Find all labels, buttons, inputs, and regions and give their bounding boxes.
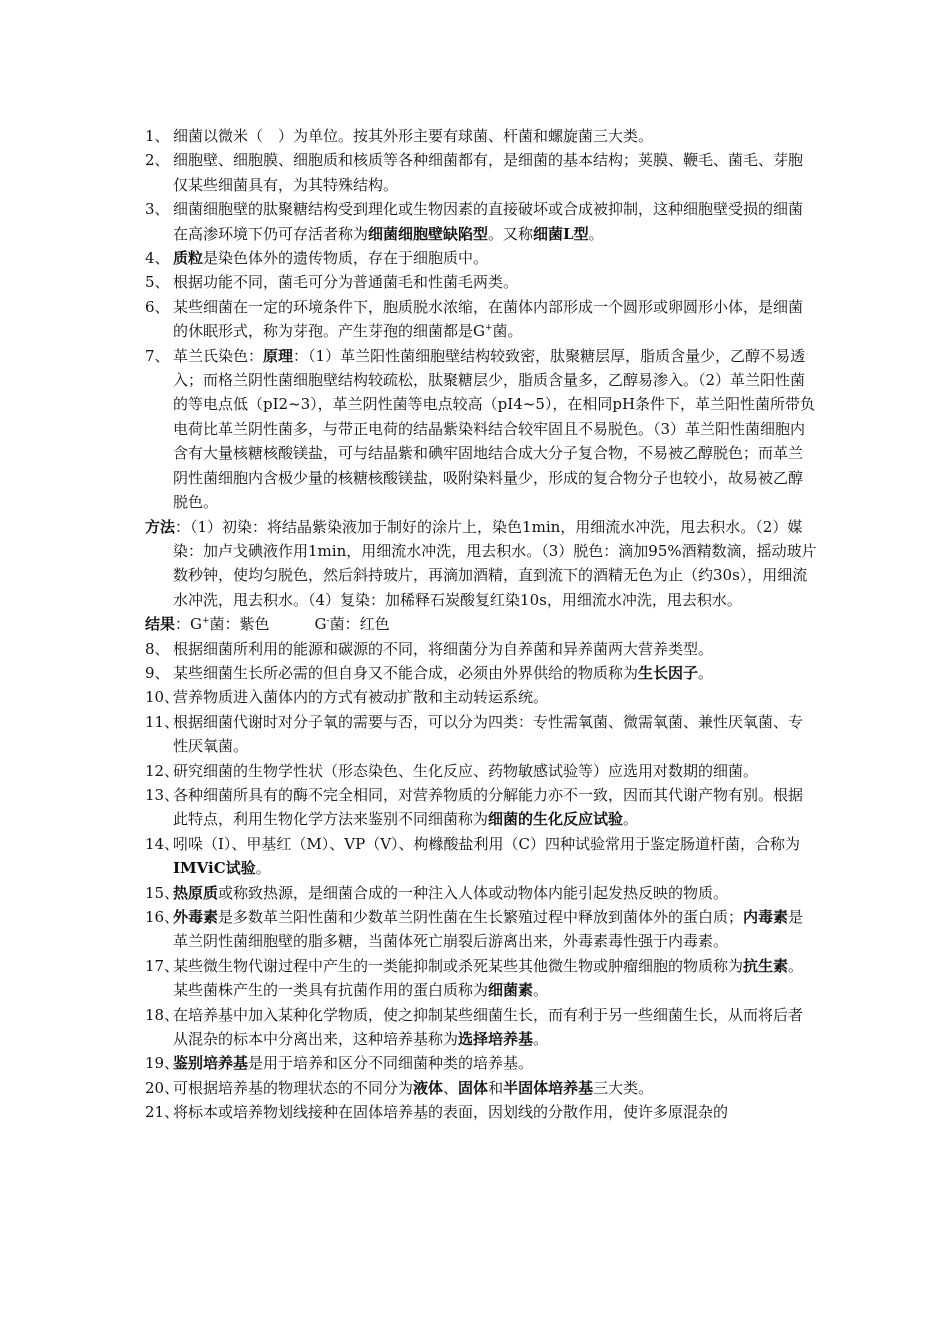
- list-item: [145, 124, 817, 148]
- list-item: [145, 637, 817, 661]
- list-item: [145, 905, 817, 954]
- bold-term: 细菌L型: [533, 224, 589, 243]
- list-item: [145, 295, 817, 344]
- list-item-text: 是用于培养和区分不同细菌种类的培养基。: [248, 1054, 534, 1073]
- superscript: +: [485, 323, 493, 334]
- document-body: [145, 124, 817, 1125]
- list-item-text: 是革兰阴性菌细胞壁的脂多糖，当菌体死亡崩裂后游离出来，外毒素毒性强于内毒素。: [173, 908, 804, 951]
- list-item-number: 2、: [145, 151, 170, 170]
- list-item-text: 可根据培养基的物理状态的不同分为: [173, 1078, 414, 1097]
- bold-term: 外毒素: [173, 908, 219, 926]
- list-item-text: 是染色体外的遗传物质，存在于细胞质中。: [203, 249, 489, 268]
- list-item: [145, 1076, 817, 1100]
- bold-term: 液体: [413, 1078, 444, 1097]
- list-item-number: 18、: [145, 1005, 180, 1024]
- list-item-text: 将标本或培养物划线接种在固体培养基的表面，因划线的分散作用，使许多原混杂的: [173, 1103, 729, 1122]
- bold-term: 选择培养基: [458, 1030, 534, 1049]
- list-item-text: 三大类。: [593, 1078, 654, 1097]
- bold-term: IMViC试验: [173, 859, 256, 878]
- bold-term: 生长因子: [638, 663, 699, 682]
- result-label: 结果: [145, 615, 176, 634]
- list-item-text: 。又称: [488, 224, 534, 243]
- bold-term: 固体: [458, 1078, 489, 1097]
- list-item-text: 。: [588, 224, 604, 243]
- list-item-text: 某些微生物代谢过程中产生的一类能抑制或杀死某些其他微生物或肿瘤细胞的物质称为: [173, 956, 744, 975]
- list-item: [145, 881, 817, 905]
- list-item: [145, 344, 817, 515]
- method-text: ：（1）初染：将结晶紫染液加于制好的涂片上，染色1min，用细流水冲洗，甩去积水。（2）媒染：加卢戈碘液作用1min，用细流水冲洗，甩去积水。（3）脱色：滴加95%酒精数滴，摇动玻片数秒钟，使均匀脱色，然后斜持玻片，再滴加酒精，直到流下的酒精无色为止（约30s），用细流水冲洗，甩去积水。（4）复染：加稀释石炭酸复红染10s，用细流水冲洗，甩去积水。: [173, 517, 817, 609]
- list-item-text: 。: [533, 981, 549, 1000]
- list-item-text: 各种细菌所具有的酶不完全相同，对营养物质的分解能力亦不一致，因而其代谢产物有别。根据此特点，利用生物化学方法来鉴别不同细菌称为: [173, 785, 804, 829]
- result-text-pos2: 菌：紫色 G: [209, 615, 327, 634]
- result-sup-pos: +: [202, 616, 210, 627]
- bold-term: 原理: [263, 346, 294, 365]
- list-item-text: 菌。: [492, 322, 523, 341]
- list-item-text: 细胞壁、细胞膜、细胞质和核质等各种细菌都有，是细菌的基本结构；荚膜、鞭毛、菌毛、芽胞仅某些细菌具有，为其特殊结构。: [173, 151, 804, 194]
- method-paragraph: [145, 515, 817, 613]
- list-item-text: 、: [443, 1078, 459, 1097]
- list-item-number: 5、: [145, 273, 170, 292]
- list-item-text: 根据功能不同，菌毛可分为普通菌毛和性菌毛两类。: [173, 273, 519, 292]
- list-item-text: 细菌细胞壁的肽聚糖结构受到理化或生物因素的直接破坏或合成被抑制，这种细胞壁受损的细菌在高渗环境下仍可存活者称为: [173, 200, 804, 243]
- list-item-text: 营养物质进入菌体内的方式有被动扩散和主动转运系统。: [173, 688, 549, 707]
- list-item-text: 研究细菌的生物学性状（形态染色、生化反应、药物敏感试验等）应选用对数期的细菌。: [173, 761, 759, 780]
- list-item-text: 。某些菌株产生的一类具有抗菌作用的蛋白质称为: [173, 956, 804, 1000]
- list-item-number: 1、: [145, 127, 170, 145]
- list-item-number: 16、: [145, 908, 180, 926]
- list-item-text: 。: [698, 663, 714, 682]
- list-item-text: 是多数革兰阳性菌和少数革兰阴性菌在生长繁殖过程中释放到菌体外的蛋白质；: [218, 908, 744, 926]
- list-item: [145, 783, 817, 832]
- bold-term: 质粒: [173, 249, 204, 268]
- result-paragraph: [145, 612, 817, 636]
- list-item-text: ：（1）革兰阳性菌细胞壁结构较致密，肽聚糖层厚，脂质含量少，乙醇不易透入；而格兰阴性菌细胞壁结构较疏松，肽聚糖层少，脂质含量多，乙醇易渗入。（2）革兰阳性菌的等电点低（pI2~3），革兰阴性菌等电点较高（pI4~5），在相同pH条件下，革兰阳性菌所带负电荷比革兰阴性菌多，与带正电荷的结晶紫染料结合较牢固且不易脱色。（3）革兰阳性菌细胞内含有大量核糖核酸镁盐，可与结晶紫和碘牢固地结合成大分子复合物，不易被乙醇脱色；而革兰阴性菌细胞内含极少量的核糖核酸镁盐，吸附染料量少，形成的复合物分子也较小，故易被乙醇脱色。: [173, 346, 816, 512]
- list-item-number: 9、: [145, 663, 170, 682]
- list-item: [145, 197, 817, 246]
- list-item: [145, 685, 817, 709]
- bold-term: 半固体培养基: [503, 1078, 594, 1097]
- list-item-text: 或称致热源，是细菌合成的一种注入人体或动物体内能引起发热反映的物质。: [218, 883, 729, 902]
- list-item-number: 3、: [145, 200, 170, 219]
- list-item: [145, 246, 817, 270]
- list-item-number: 19、: [145, 1054, 180, 1073]
- list-item-text: 革兰氏染色：: [173, 346, 264, 365]
- bold-term: 内毒素: [743, 908, 789, 926]
- list-item: [145, 710, 817, 759]
- list-item-text: 吲哚（I）、甲基红（M）、VP（V）、枸橼酸盐利用（C）四种试验常用于鉴定肠道杆菌，合称为: [173, 834, 801, 853]
- numbered-list-part-1: [145, 124, 817, 515]
- list-item-text: 根据细菌代谢时对分子氧的需要与否，可以分为四类：专性需氧菌、微需氧菌、兼性厌氧菌、专性厌氧菌。: [173, 712, 804, 756]
- list-item-number: 15、: [145, 883, 180, 902]
- list-item-number: 11、: [145, 712, 180, 731]
- list-item-text: 根据细菌所利用的能源和碳源的不同，将细菌分为自养菌和异养菌两大营养类型。: [173, 639, 714, 658]
- list-item-number: 17、: [145, 956, 180, 975]
- bold-term: 鉴别培养基: [173, 1054, 249, 1073]
- list-item-text: 在培养基中加入某种化学物质，使之抑制某些细菌生长，而有利于另一些细菌生长，从而将后者从混杂的标本中分离出来，这种培养基称为: [173, 1005, 804, 1049]
- list-item-text: 某些细菌生长所必需的但自身又不能合成，必须由外界供给的物质称为: [173, 663, 639, 682]
- list-item: [145, 1051, 817, 1075]
- result-sup-neg: -: [326, 616, 330, 627]
- numbered-list-part-2: [145, 637, 817, 1125]
- list-item-number: 14、: [145, 834, 180, 853]
- list-item-number: 20、: [145, 1078, 180, 1097]
- list-item-number: 8、: [145, 639, 170, 658]
- list-item-text: 。: [255, 859, 271, 878]
- list-item-text: 某些细菌在一定的环境条件下，胞质脱水浓缩，在菌体内部形成一个圆形或卵圆形小体，是细菌的休眠形式，称为芽孢。产生芽孢的细菌都是G: [173, 297, 804, 341]
- list-item-number: 4、: [145, 249, 170, 268]
- list-item-number: 12、: [145, 761, 180, 780]
- list-item: [145, 148, 817, 197]
- list-item-number: 6、: [145, 297, 170, 316]
- list-item-number: 21、: [145, 1103, 180, 1122]
- list-item: [145, 832, 817, 881]
- list-item-number: 7、: [145, 346, 170, 365]
- bold-term: 细菌细胞壁缺陷型: [368, 224, 489, 243]
- list-item-text: 和: [488, 1078, 504, 1097]
- bold-term: 细菌素: [488, 981, 534, 1000]
- bold-term: 抗生素: [743, 956, 789, 975]
- list-item-text: 。: [623, 810, 639, 829]
- list-item: [145, 954, 817, 1003]
- bold-term: 细菌的生化反应试验: [488, 810, 624, 829]
- list-item-number: 13、: [145, 785, 180, 804]
- list-item: [145, 1003, 817, 1052]
- result-text-neg: 菌：红色: [329, 615, 390, 634]
- list-item-text: 。: [533, 1030, 549, 1049]
- result-text-pos: ：G: [175, 615, 202, 634]
- list-item: [145, 270, 817, 294]
- list-item: [145, 661, 817, 685]
- list-item: [145, 759, 817, 783]
- method-label: 方法: [145, 517, 176, 536]
- bold-term: 热原质: [173, 883, 219, 902]
- list-item: [145, 1100, 817, 1124]
- list-item-text: 细菌以微米（ ）为单位。按其外形主要有球菌、杆菌和螺旋菌三大类。: [173, 127, 654, 145]
- list-item-number: 10、: [145, 688, 180, 707]
